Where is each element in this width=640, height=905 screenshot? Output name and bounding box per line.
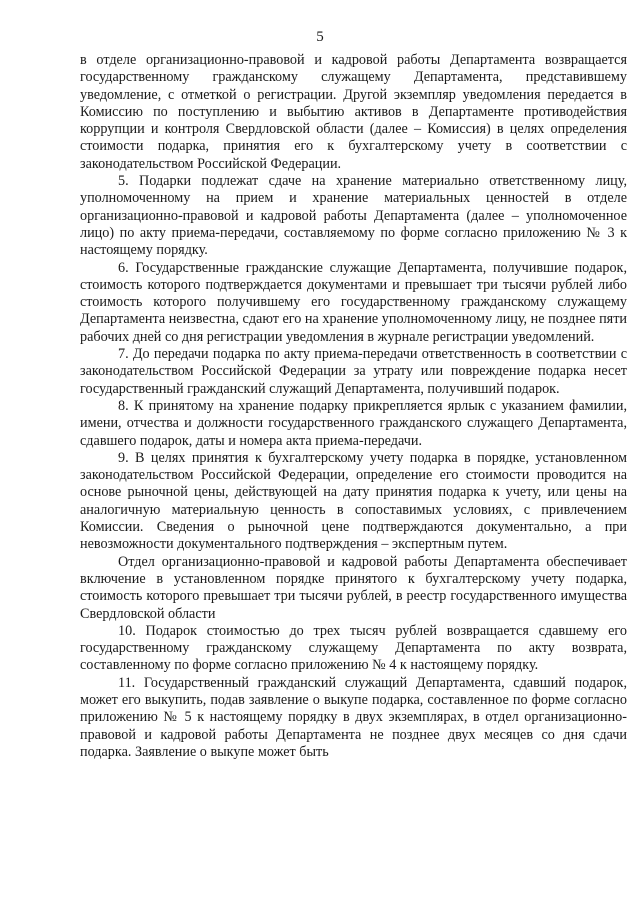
paragraph-item-9: 9. В целях принятия к бухгалтерскому учету подарка в порядке, установленном законодательством Российской Федерации, определение его стоимости проводится на основе рыночной цены, действующей на дату принятия подарка к учету, или цены на аналогичную материальную ценность в сопоставимых условиях, с привлечением Комиссии. Сведения о рыночной цене подтверждаются документально, а при невозможности документального подтверждения – экспертным путем. — [80, 449, 627, 553]
page-number: 5 — [316, 29, 324, 45]
paragraph-item-11: 11. Государственный гражданский служащий Департамента, сдавший подарок, может его выкупить, подав заявление о выкупе подарка, составленное по форме согласно приложению № 5 к настоящему порядку в двух экземплярах, в отдел организационно-правовой и кадровой работы Департамента не позднее двух месяцев со дня сдачи подарка. Заявление о выкупе может быть — [80, 674, 627, 760]
paragraph-item-9-continued: Отдел организационно-правовой и кадровой работы Департамента обеспечивает включение в установленном порядке принятого к бухгалтерскому учету подарка, стоимость которого превышает три тысячи рублей, в реестр государственного имущества Свердловской области — [80, 553, 627, 622]
paragraph-item-5: 5. Подарки подлежат сдаче на хранение материально ответственному лицу, уполномоченному на прием и хранение материальных ценностей в отделе организационно-правовой и кадровой работы Департамента (далее – уполномоченное лицо) по акту приема-передачи, составляемому по форме согласно приложению № 3 к настоящему порядку. — [80, 173, 627, 259]
paragraph-item-6: 6. Государственные гражданские служащие Департамента, получившие подарок, стоимость которого подтверждается документами и превышает три тысячи рублей либо стоимость которого получившему его государственному гражданскому служащему Департамента неизвестна, сдают его на хранение уполномоченному лицу, не позднее пяти рабочих дней со дня регистрации уведомления в журнале регистрации уведомлений. — [80, 259, 627, 345]
document-body — [80, 52, 627, 761]
paragraph-item-7: 7. До передачи подарка по акту приема-передачи ответственность в соответствии с законодательством Российской Федерации за утрату или повреждение подарка несет государственный гражданский служащий Департамента, получивший подарок. — [80, 346, 627, 397]
paragraph-item-8: 8. К принятому на хранение подарку прикрепляется ярлык с указанием фамилии, имени, отчества и должности государственного гражданского служащего Департамента, сдавшего подарок, даты и номера акта приема-передачи. — [80, 397, 627, 449]
paragraph-item-10: 10. Подарок стоимостью до трех тысяч рублей возвращается сдавшему его государственному гражданскому служащему Департамента по акту возврата, составленному по форме согласно приложению № 4 к настоящему порядку. — [80, 622, 627, 674]
paragraph-continuation: в отделе организационно-правовой и кадровой работы Департамента возвращается государственному гражданскому служащему Департамента, представившему уведомление, с отметкой о регистрации. Другой экземпляр уведомления передается в Комиссию по поступлению и выбытию активов в Департаменте противодействия коррупции и контроля Свердловской области (далее – Комиссия) в целях определения стоимости подарка, принятия его к бухгалтерскому учету в соответствии с законодательством Российской Федерации. — [80, 52, 627, 172]
